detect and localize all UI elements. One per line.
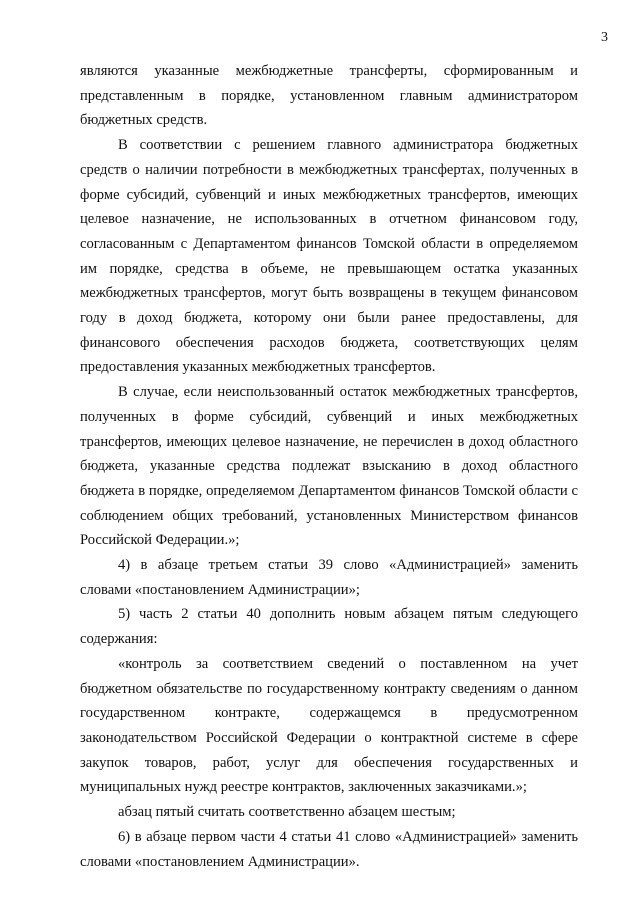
paragraph-recovery-of-funds: В случае, если неиспользованный остаток межбюджетных трансфертов, полученных в форме субсидий, субвенций и иных межбюджетных трансфертов, имеющих целевое назначение, не перечислен в доход областного бюджета, указанные средства подлежат взысканию в доход областного бюджета в порядке, определяемом Департаментом финансов Томской области с соблюдением общих требований, установленных Министерством финансов Российской Федерации.»; — [80, 384, 578, 549]
amendment-item-4: 4) в абзаце третьем статьи 39 слово «Администрацией» заменить словами «постановлением Администрации»; — [80, 557, 578, 598]
paragraph-continuation: являются указанные межбюджетные трансферты, сформированным и представленным в порядке, установленном главным администратором бюджетных средств. — [80, 63, 578, 129]
quoted-new-paragraph: «контроль за соответствием сведений о поставленном на учет бюджетном обязательстве по государственному контракту сведениям о данном государственном контракте, содержащемся в предусмотренном законодательством Российской Федерации о контрактной системе в сфере закупок товаров, работ, услуг для обеспечения государственных и муниципальных нужд реестре контрактов, заключенных заказчиками.»; — [80, 655, 578, 796]
paragraph-return-of-transfers: В соответствии с решением главного администратора бюджетных средств о наличии потребности в межбюджетных трансфертах, полученных в форме субсидий, субвенций и иных межбюджетных трансфертов, имеющих целевое назначение, не использованных в отчетном финансовом году, согласованным с Департаментом финансов Томской области в определяемом им порядке, средства в объеме, не превышающем остатка указанных межбюджетных трансфертов, могут быть возвращены в текущем финансовом году в доход бюджета, которому они были ранее предоставлены, для финансового обеспечения расходов бюджета, соответствующих целям предоставления указанных межбюджетных трансфертов. — [80, 137, 578, 376]
amendment-item-6: 6) в абзаце первом части 4 статьи 41 слово «Администрацией» заменить словами «постановлением Администрации». — [80, 828, 578, 870]
renumbering-note: абзац пятый считать соответственно абзацем шестым; — [118, 804, 456, 821]
document-body — [80, 59, 578, 874]
amendment-item-5: 5) часть 2 статьи 40 дополнить новым абзацем пятым следующего содержания: — [80, 606, 578, 648]
page-number: 3 — [601, 30, 608, 45]
